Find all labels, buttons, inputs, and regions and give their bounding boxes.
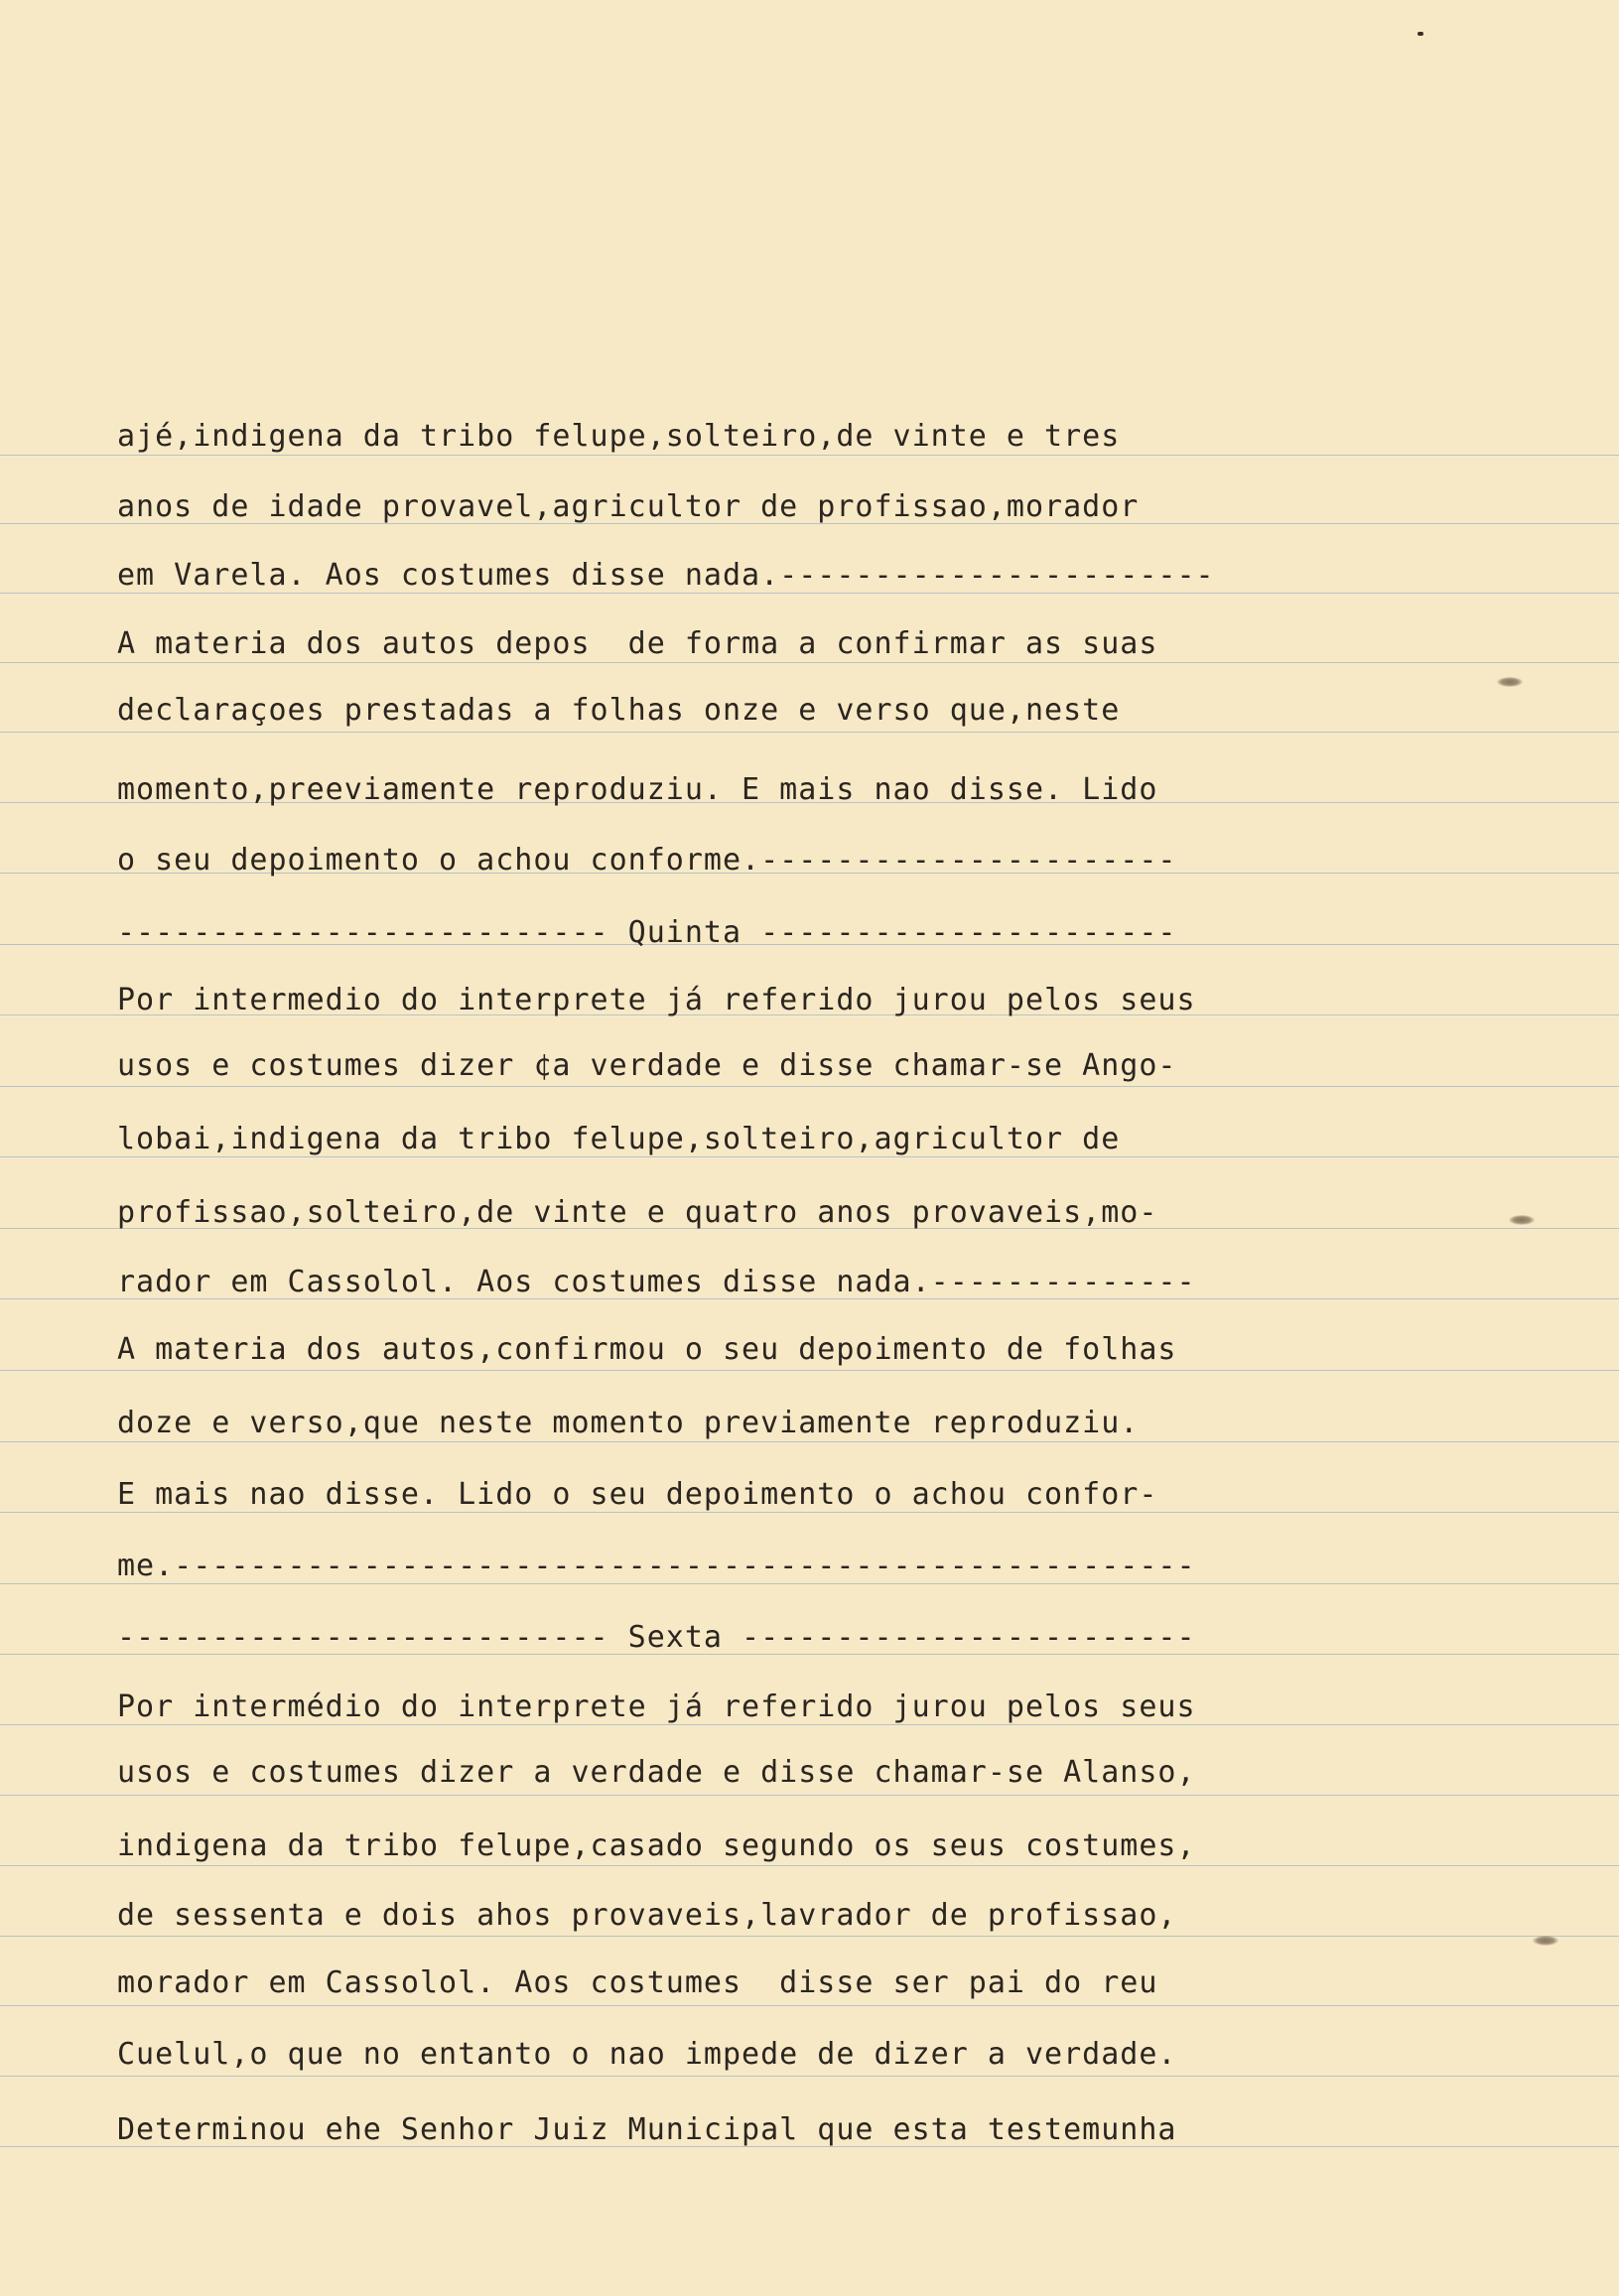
ruled-line [0,1936,1619,1937]
punch-hole-mark [1509,1215,1535,1225]
ruled-line [0,2076,1619,2077]
text-line: Por intermédio do interprete já referido jurou pelos seus [117,1689,1196,1724]
text-line: declaraçoes prestadas a folhas onze e verso que,neste [117,693,1121,728]
ruled-line [0,1086,1619,1087]
text-line: doze e verso,que neste momento previamente reproduziu. [117,1406,1140,1440]
text-line: me.------------------------------------------------------ [117,1549,1196,1583]
text-line: A materia dos autos depos de forma a confirmar as suas [117,626,1158,661]
ruled-line [0,1795,1619,1796]
text-line: profissao,solteiro,de vinte e quatro anos provaveis,mo- [117,1195,1158,1230]
ruled-line [0,455,1619,456]
ruled-line [0,1441,1619,1442]
section-heading-quinta: -------------------------- Quinta ---------------------- [117,915,1177,950]
text-line: E mais nao disse. Lido o seu depoimento o achou confor- [117,1477,1158,1512]
text-line: morador em Cassolol. Aos costumes disse ser pai do reu [117,1965,1158,2000]
text-line: usos e costumes dizer ¢a verdade e disse chamar-se Ango- [117,1048,1177,1083]
text-line: rador em Cassolol. Aos costumes disse nada.-------------- [117,1265,1196,1299]
text-line: A materia dos autos,confirmou o seu depoimento de folhas [117,1332,1177,1367]
ruled-line [0,662,1619,663]
text-line: o seu depoimento o achou conforme.---------------------- [117,843,1177,878]
text-line: indigena da tribo felupe,casado segundo os seus costumes, [117,1828,1196,1863]
text-line: ajé,indigena da tribo felupe,solteiro,de vinte e tres [117,419,1121,454]
text-line: Por intermedio do interprete já referido jurou pelos seus [117,983,1196,1017]
text-line: Cuelul,o que no entanto o nao impede de dizer a verdade. [117,2037,1177,2072]
text-line: anos de idade provavel,agricultor de profissao,morador [117,489,1140,524]
punch-hole-mark [1497,677,1523,687]
text-line: de sessenta e dois ahos provaveis,lavrador de profissao, [117,1898,1177,1933]
ruled-line [0,1370,1619,1371]
ruled-line [0,732,1619,733]
text-line: Determinou ehe Senhor Juiz Municipal que esta testemunha [117,2112,1177,2147]
text-line: usos e costumes dizer a verdade e disse chamar-se Alanso, [117,1755,1196,1790]
section-heading-sexta: -------------------------- Sexta ------------------------ [117,1620,1196,1655]
punch-hole-mark [1533,1936,1558,1946]
ruled-line [0,2005,1619,2006]
text-line: lobai,indigena da tribo felupe,solteiro,agricultor de [117,1122,1121,1156]
ink-dot [1417,32,1423,36]
ruled-line [0,1865,1619,1866]
text-line: momento,preeviamente reproduziu. E mais nao disse. Lido [117,772,1158,807]
text-line: em Varela. Aos costumes disse nada.----------------------- [117,558,1215,593]
